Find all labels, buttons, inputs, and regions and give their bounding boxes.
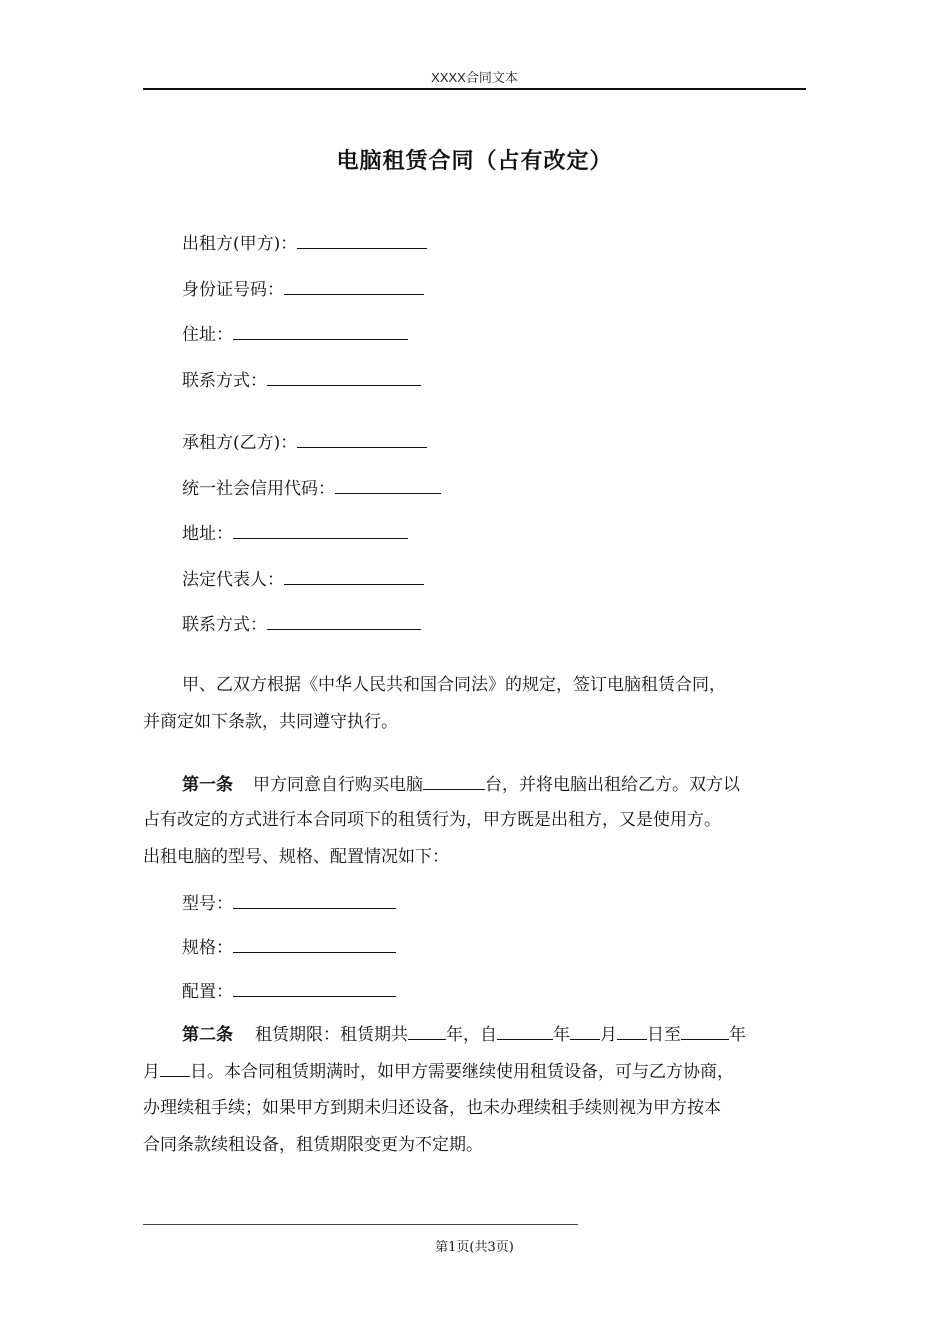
config-field: [182, 978, 396, 1004]
article-2-text-3: 年: [553, 1025, 570, 1045]
article-2-line-2-text: 日。本合同租赁期满时，如甲方需要继续使用租赁设备，可与乙方协商，: [190, 1062, 734, 1082]
article-1-line-2: 占有改定的方式进行本合同项下的租赁行为，甲方既是出租方，又是使用方。: [143, 810, 721, 830]
article-2-text-2: 年，自: [446, 1025, 497, 1045]
article-2-month-label: 月: [143, 1062, 160, 1082]
model-field: [182, 890, 396, 916]
lessor-contact-label: 联系方式：: [182, 371, 267, 391]
lessor-address-label: 住址：: [182, 325, 233, 345]
lessor-contact-blank: [267, 367, 421, 386]
lessor-contact-field: [182, 367, 421, 393]
lessee-contact-field: [182, 611, 421, 637]
lessee-address-label: 地址：: [182, 524, 233, 544]
lessee-name-field: [182, 429, 427, 455]
model-label: 型号：: [182, 894, 233, 914]
lessor-address-blank: [233, 321, 408, 340]
article-2-line-2: [143, 1058, 734, 1084]
start-day-blank: [617, 1021, 647, 1040]
model-blank: [233, 890, 396, 909]
article-2-text-4: 月: [600, 1025, 617, 1045]
lessee-legal-rep-blank: [284, 566, 424, 585]
article-2-text-6: 年: [729, 1025, 746, 1045]
article-1-text-b: 台，并将电脑出租给乙方。双方以: [485, 775, 740, 795]
end-day-blank: [160, 1058, 190, 1077]
lessor-id-blank: [284, 276, 424, 295]
lessee-contact-blank: [267, 611, 421, 630]
lessor-name-label: 出租方(甲方)：: [182, 234, 298, 254]
document-title: 电脑租赁合同（占有改定）: [336, 149, 613, 174]
header-divider: [143, 88, 806, 90]
lessee-credit-code-label: 统一社会信用代码：: [182, 479, 335, 499]
lessor-id-field: [182, 276, 424, 302]
article-1-line-3: 出租电脑的型号、规格、配置情况如下：: [143, 847, 449, 867]
start-month-blank: [570, 1021, 600, 1040]
article-2-line-3: 办理续租手续；如果甲方到期未归还设备，也未办理续租手续则视为甲方按本: [143, 1098, 721, 1118]
lessee-credit-code-field: [182, 475, 441, 501]
term-years-blank: [408, 1021, 446, 1040]
article-1-text-a: 甲方同意自行购买电脑: [253, 775, 423, 795]
article-2-text-1: 租赁期限：租赁期共: [255, 1025, 408, 1045]
lessee-legal-rep-label: 法定代表人：: [182, 570, 284, 590]
spec-blank: [233, 934, 396, 953]
lessee-address-field: [182, 520, 408, 546]
article-1-heading: 第一条: [182, 775, 233, 795]
end-year-blank: [681, 1021, 729, 1040]
lessee-contact-label: 联系方式：: [182, 615, 267, 635]
computer-count-blank: [423, 771, 485, 790]
lessor-name-blank: [297, 230, 427, 249]
spec-label: 规格：: [182, 938, 233, 958]
spec-field: [182, 934, 396, 960]
article-2-heading: 第二条: [182, 1025, 233, 1045]
lessee-legal-rep-field: [182, 566, 424, 592]
lessor-name-field: [182, 230, 427, 256]
page-number: 第1页(共3页): [435, 1240, 514, 1255]
config-blank: [233, 978, 396, 997]
lessor-id-label: 身份证号码：: [182, 280, 284, 300]
lessor-address-field: [182, 321, 408, 347]
lessee-credit-code-blank: [335, 475, 441, 494]
footer-divider: [143, 1224, 578, 1225]
article-2-text-5: 日至: [647, 1025, 681, 1045]
lessee-name-label: 承租方(乙方)：: [182, 433, 298, 453]
article-2-line-4: 合同条款续租设备，租赁期限变更为不定期。: [143, 1135, 483, 1155]
page-header: XXXX合同文本: [431, 70, 518, 85]
lessee-name-blank: [297, 429, 427, 448]
lessee-address-blank: [233, 520, 408, 539]
preamble-line-1: 甲、乙双方根据《中华人民共和国合同法》的规定，签订电脑租赁合同，: [182, 675, 726, 695]
article-1-line-1: [182, 771, 740, 797]
config-label: 配置：: [182, 982, 233, 1002]
preamble-line-2: 并商定如下条款，共同遵守执行。: [143, 712, 398, 732]
article-2-line-1: [182, 1021, 746, 1047]
start-year-blank: [497, 1021, 553, 1040]
